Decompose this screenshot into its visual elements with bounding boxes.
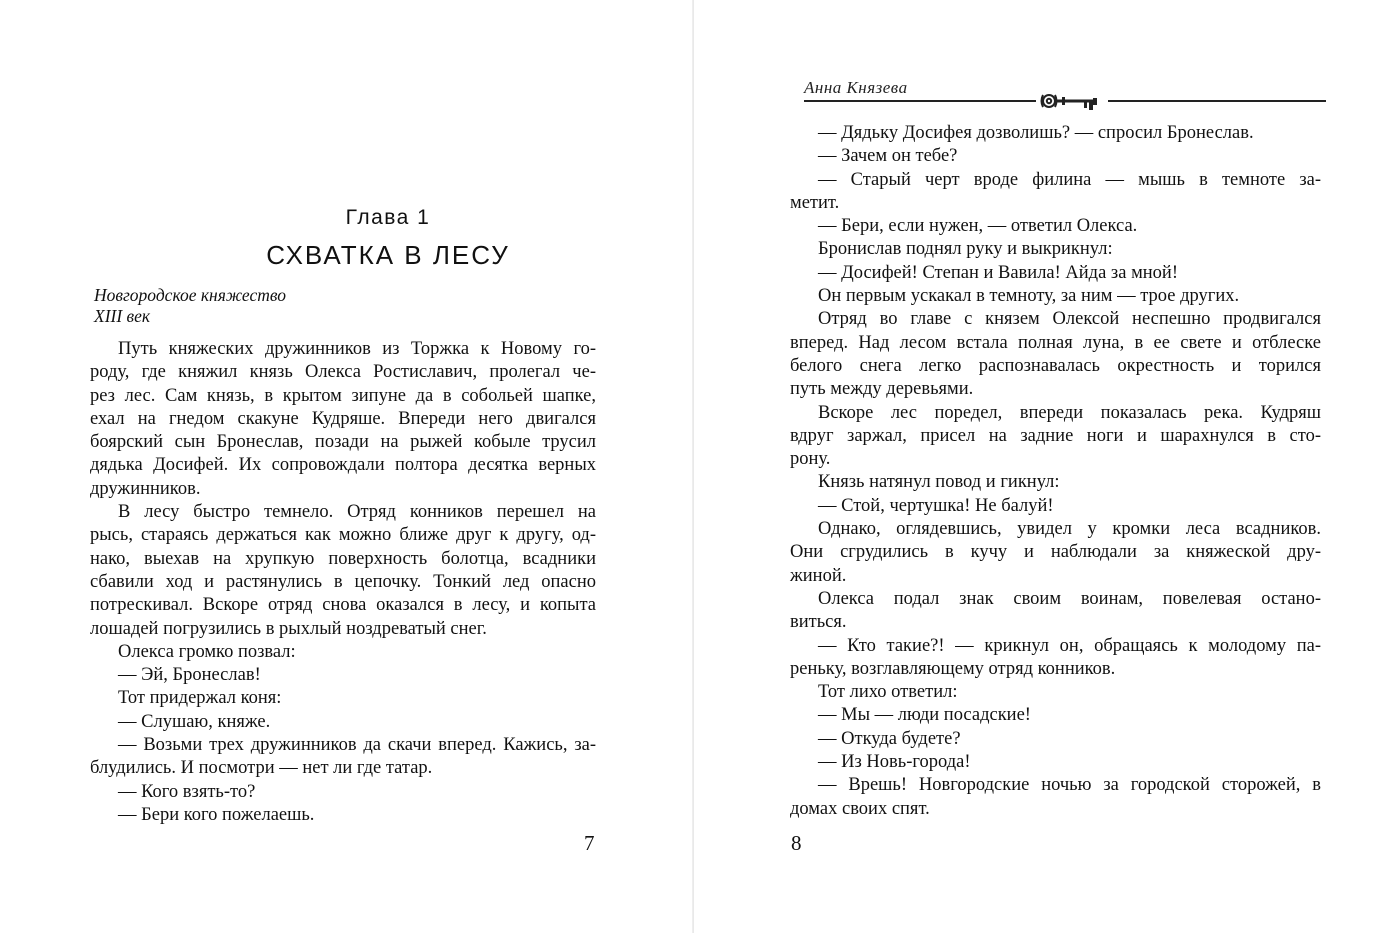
chapter-title: СХВАТКА В ЛЕСУ — [266, 240, 510, 270]
running-header-author: Анна Князева — [804, 78, 908, 97]
text-line: Олекса громко позвал: — [118, 641, 296, 662]
text-line: Они сгрудились в кучу и наблюдали за княжеской дру- — [790, 542, 1321, 563]
text-line: Он первым ускакал в темноту, за ним — трое других. — [818, 286, 1240, 307]
text-line: реньку, возглавляющему отряд конников. — [790, 658, 1116, 679]
text-line: рез лес. Сам князь, в крытом зипуне да в собольей шапке, — [90, 385, 596, 406]
text-line: — Эй, Бронеслав! — [118, 665, 261, 686]
text-line: Путь княжеских дружинников из Торжка к Новому го- — [118, 339, 596, 359]
text-line: виться. — [790, 612, 847, 633]
setting-place: Новгородское княжество — [94, 285, 286, 305]
text-line: — Кто такие?! — крикнул он, обращаясь к молодому па- — [818, 635, 1321, 656]
text-line: дружинников. — [90, 478, 201, 499]
text-line: — Слушаю, княже. — [118, 711, 271, 732]
text-line: вперед. Над лесом встала полная луна, в ее свете и отблеске — [790, 332, 1321, 353]
text-line: путь между деревьями. — [790, 379, 974, 400]
text-line: — Зачем он тебе? — [818, 146, 958, 167]
text-line: ехал на гнедом скакуне Кудряше. Впереди него двигался — [90, 408, 596, 429]
text-line: лошадей погрузились в рыхлый ноздреватый снег. — [90, 618, 487, 639]
text-line: дядька Досифей. Их сопровождали полтора десятка верных — [90, 455, 596, 476]
text-line: нако, выехав на хрупкую поверхность болотца, всадники — [90, 548, 596, 569]
text-line: жиной. — [790, 565, 847, 586]
text-line: — Дядьку Досифея дозволишь? — спросил Бронеслав. — [818, 123, 1254, 143]
text-line: вдруг заржал, присел на задние ноги и шарахнулся в сто- — [790, 425, 1321, 446]
text-line: — Бери кого пожелаешь. — [118, 804, 315, 825]
right-page — [694, 0, 1388, 933]
text-line: — Старый черт вроде филина — мышь в темноте за- — [818, 169, 1321, 190]
text-line: боярский сын Бронеслав, позади на рыжей кобыле трусил — [90, 432, 596, 453]
text-line: В лесу быстро темнело. Отряд конников перешел на — [118, 502, 596, 523]
text-line: Тот лихо ответил: — [818, 682, 958, 703]
text-line: — Досифей! Степан и Вавила! Айда за мной! — [818, 262, 1178, 283]
text-line: сбавили ход и растянулись в цепочку. Тонкий лед опасно — [90, 571, 596, 592]
page-number: 7 — [584, 831, 595, 855]
text-line: — Мы — люди посадские! — [818, 705, 1031, 726]
chapter-number: Глава 1 — [345, 206, 431, 229]
text-line: Отряд во главе с князем Олексой неспешно продвигался — [818, 309, 1321, 330]
text-line: Тот придержал коня: — [118, 688, 282, 709]
text-line: — Возьми трех дружинников да скачи вперед. Кажись, за- — [118, 735, 596, 756]
text-line: — Кого взять-то? — [118, 781, 256, 802]
text-line: белого снега легко распознавалась окрестность и торился — [790, 355, 1321, 376]
text-line: роду, где княжил князь Олекса Ростиславич, пролегал че- — [90, 362, 596, 383]
text-line: рону. — [790, 449, 831, 470]
text-line: Вскоре лес поредел, впереди показалась река. Кудряш — [818, 402, 1321, 423]
text-line: — Из Новь-города! — [818, 752, 971, 773]
text-line: Бронислав поднял руку и выкрикнул: — [818, 239, 1113, 260]
text-line: — Бери, если нужен, — ответил Олекса. — [818, 216, 1138, 237]
setting-century: XIII век — [94, 306, 151, 326]
text-line: — Стой, чертушка! Не балуй! — [818, 495, 1054, 516]
text-line: рысь, стараясь держаться как можно ближе друг к другу, од- — [90, 525, 596, 546]
text-line: блудились. И посмотри — нет ли где татар. — [90, 758, 433, 779]
key-icon — [1036, 90, 1108, 112]
text-line: — Откуда будете? — [818, 728, 961, 749]
text-line: метит. — [790, 192, 840, 213]
text-line: Князь натянул повод и гикнул: — [818, 472, 1060, 493]
chapter-setting — [94, 285, 286, 327]
text-line: домах своих спят. — [790, 798, 930, 819]
text-line: — Врешь! Новгородские ночью за городской сторожей, в — [818, 775, 1321, 796]
left-page-text — [90, 338, 596, 827]
page-number: 8 — [791, 831, 802, 855]
right-page-text — [790, 122, 1321, 821]
text-line: потрескивал. Вскоре отряд снова оказался в лесу, и копыта — [90, 595, 596, 616]
text-line: Олекса подал знак своим воинам, повелевая остано- — [818, 588, 1321, 609]
text-line: Однако, оглядевшись, увидел у кромки леса всадников. — [818, 519, 1321, 540]
